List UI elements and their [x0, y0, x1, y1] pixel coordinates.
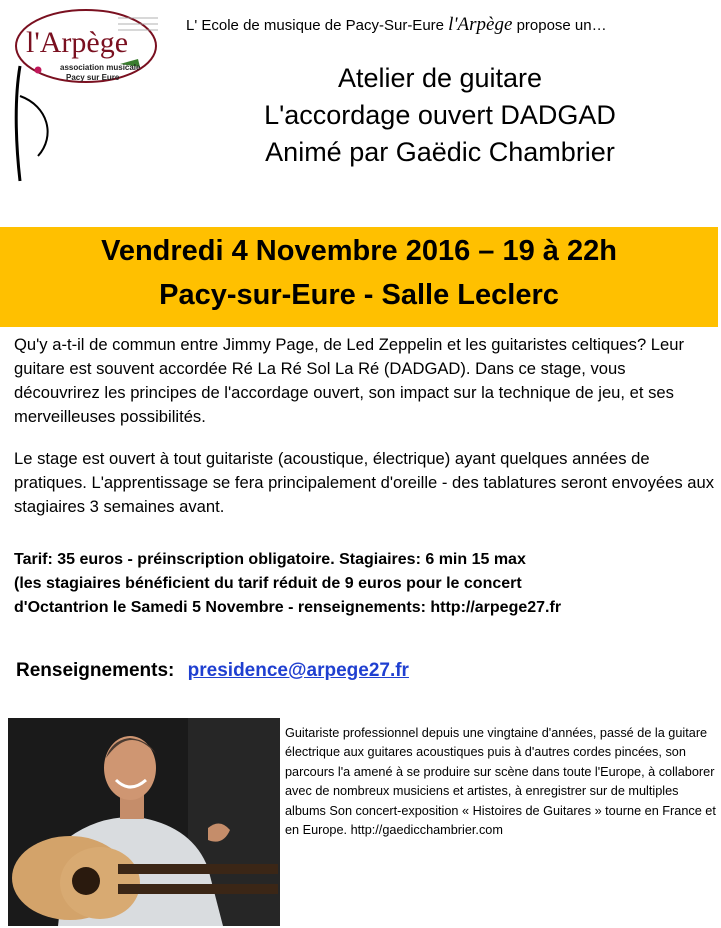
- event-date-banner: [0, 227, 718, 327]
- logo-name: l'Arpège: [26, 26, 129, 59]
- arpege-logo: [8, 6, 168, 186]
- intro-line: [186, 14, 716, 36]
- pricing-line-1: Tarif: 35 euros - préinscription obligatoire. Stagiaires: 6 min 15 max: [14, 551, 526, 568]
- logo-subtitle-2: Pacy sur Eure: [66, 73, 120, 82]
- intro-brand: l'Arpège: [448, 14, 513, 35]
- guitarist-illustration: [8, 718, 280, 926]
- contact-line: [16, 660, 409, 682]
- title-line-3: Animé par Gaëdic Chambrier: [265, 137, 615, 167]
- guitarist-biography: Guitariste professionnel depuis une vingtaine d'années, passé de la guitare électrique aux guitares acoustiques puis à d'autres cordes pincées, son parcours l'a amené à se produire sur scène dans toute l'Europe, à collaborer avec de nombreux musiciens et artistes, à enregistrer sur de multiples albums Son concert-exposition « Histoires de Guitares » tourne en France et en Europe. http://gaedicchambrier.com: [285, 726, 716, 838]
- logo-subtitle-1: association musicale: [60, 63, 141, 72]
- event-date: Vendredi 4 Novembre 2016 – 19 à 22h: [101, 235, 617, 267]
- description-paragraph-2: Le stage est ouvert à tout guitariste (acoustique, électrique) ayant quelques années de pratiques. L'apprentissage se fera principalement d'oreille - des tablatures seront envoyées aux stagiaires 3 semaines avant.: [14, 449, 714, 516]
- pricing-line-3: d'Octantrion le Samedi 5 Novembre - renseignements: http://arpege27.fr: [14, 599, 562, 616]
- event-location: Pacy-sur-Eure - Salle Leclerc: [159, 279, 559, 311]
- contact-email-link[interactable]: presidence@arpege27.fr: [187, 660, 409, 681]
- guitarist-photo: [8, 718, 280, 926]
- title-block: [180, 60, 700, 171]
- intro-suffix: propose un…: [516, 17, 607, 34]
- title-line-1: Atelier de guitare: [337, 63, 543, 93]
- pricing-line-2: (les stagiaires bénéficient du tarif réduit de 9 euros pour le concert: [14, 575, 522, 592]
- contact-label: Renseignements:: [16, 660, 175, 681]
- description-paragraph-1: Qu'y a-t-il de commun entre Jimmy Page, de Led Zeppelin et les guitaristes celtiques? Leur guitare est souvent accordée Ré La Ré Sol La Ré (DADGAD). Dans ce stage, vous découvrirez les principes de l'accordage ouvert, son impact sur la technique de jeu, et ses merveilleuses possibilités.: [14, 335, 685, 426]
- title-line-2: L'accordage ouvert DADGAD: [264, 100, 616, 130]
- intro-text: L' Ecole de musique de Pacy-Sur-Eure: [186, 17, 444, 34]
- pricing-block: [14, 548, 719, 620]
